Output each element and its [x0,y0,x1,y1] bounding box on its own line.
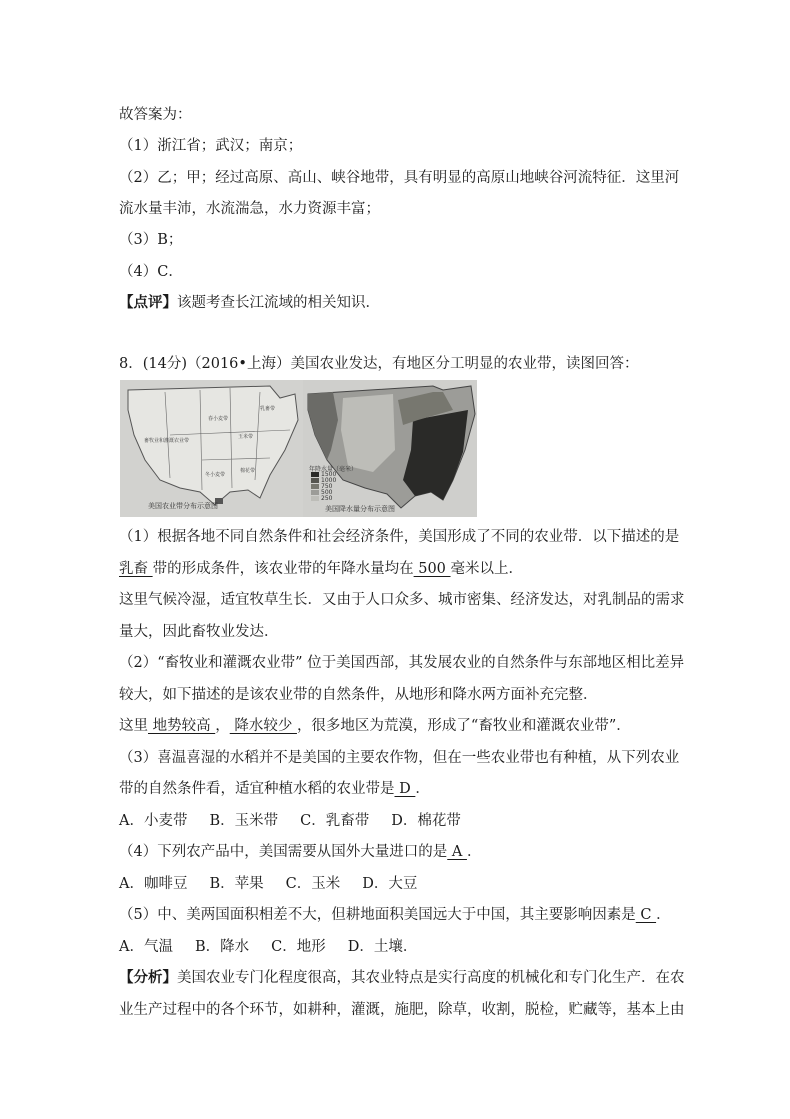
q3-option-a: A．小麦带 [119,813,188,829]
comment-text: 该题考查长江流域的相关知识． [177,295,380,311]
left-map-caption: 美国农业带分布示意图 [148,502,218,510]
answer-2-line2: 流水量丰沛，水流湍急，水力资源丰富； [119,201,380,217]
q5-option-c: C．地形 [271,939,326,955]
q5-answer: C [635,907,657,923]
precipitation-map [303,380,477,517]
svg-text:棉花带: 棉花带 [240,468,256,474]
q4-option-d: D．大豆 [362,876,418,892]
q4-option-c: C．玉米 [285,876,341,892]
q1-answer-b: 500 [413,561,451,577]
agriculture-belt-map-graphic [120,380,303,517]
q1-text-2: 带的形成条件，该农业带的年降水量均在 [152,561,414,577]
legend-value-2: 1000 [321,477,337,484]
legend-title: 年降水量（毫米） [309,466,358,473]
legend-value-3: 750 [321,483,333,490]
analysis-tag: 【分析】 [119,969,177,986]
q2-answer-a: 地势较高 [148,718,216,734]
answer-heading: 故答案为： [119,107,192,123]
analysis-line2: 业生产过程中的各个环节，如耕种，灌溉，施肥，除草，收割，脱检，贮藏等，基本上由 [119,1002,685,1018]
q1-line2 [119,559,523,579]
legend-value-4: 500 [321,489,333,496]
q5-option-a: A．气温 [119,939,173,955]
q4-options [119,874,439,894]
agriculture-belt-map [120,380,303,517]
answer-1: （1）浙江省；武汉；南京； [119,138,303,154]
answer-4: （4）C． [119,264,183,280]
q2-line2: 较大，如下描述的是该农业带的自然条件，从地形和降水两方面补充完整． [119,687,598,703]
q4-prefix: （4）下列农产品中，美国需要从国外大量进口的是 [119,844,448,860]
q5-line [119,905,671,925]
q2-sep: ， [215,718,230,734]
q3-option-b: B．玉米带 [209,813,279,829]
answer-3: （3）B； [119,232,183,248]
q5-prefix: （5）中、美两国面积相差不大，但耕地面积美国远大于中国，其主要影响因素是 [119,907,636,923]
q3-prefix: 带的自然条件看，适宜种植水稻的农业带是 [119,781,395,797]
q3-option-c: C．乳畜带 [300,813,370,829]
answer-2-line1: （2）乙；甲；经过高原、高山、峡谷地带，具有明显的高原山地峡谷河流特征．这里河 [119,170,680,186]
q1-text-1: （1）根据各地不同自然条件和社会经济条件，美国形成了不同的农业带．以下描述的是 [119,529,680,545]
q1-line1 [119,527,679,547]
question-8-header: 8．(14分)（2016•上海）美国农业发达，有地区分工明显的农业带，读图回答： [119,356,639,372]
q5-option-d: D．土壤． [347,939,418,955]
q1-text-3: 毫米以上． [450,561,524,577]
svg-text:冬小麦带: 冬小麦带 [205,472,226,478]
svg-text:玉米带: 玉米带 [238,434,254,440]
q3-line2 [119,779,430,799]
q4-answer: A [447,844,467,860]
right-map-caption: 美国降水量分布示意图 [325,505,395,513]
legend-value-1: 1500 [321,471,337,478]
analysis-line1 [119,968,685,988]
svg-text:畜牧业和灌溉农业带: 畜牧业和灌溉农业带 [144,438,190,444]
q3-answer: D [394,781,416,797]
q4-option-b: B．苹果 [209,876,264,892]
q1-line3: 这里气候冷湿，适宜牧草生长．又由于人口众多、城市密集、经济发达，对乳制品的需求 [119,592,685,608]
q2-suffix: ，很多地区为荒漠，形成了“畜牧业和灌溉农业带”． [296,718,631,734]
legend-value-5: 250 [321,495,333,502]
q1-line4: 量大，因此畜牧业发达． [119,624,279,640]
comment-tag: 【点评】 [119,294,177,311]
q2-line1: （2）“畜牧业和灌溉农业带” 位于美国西部，其发展农业的自然条件与东部地区相比差异 [119,655,685,671]
analysis-text-1: 美国农业专门化程度很高，其农业特点是实行高度的机械化和专门化生产．在农 [177,970,685,986]
q5-end: ． [656,907,671,923]
q2-prefix: 这里 [119,718,148,734]
q4-line [119,842,481,862]
q3-line1: （3）喜温喜湿的水稻并不是美国的主要农作物，但在一些农业带也有种植，从下列农业 [119,750,680,766]
q2-line3 [119,716,631,736]
us-agriculture-maps-figure [120,380,477,517]
q4-end: ． [466,844,482,860]
q4-option-a: A．咖啡豆 [119,876,188,892]
svg-text:春小麦带: 春小麦带 [208,416,229,422]
q5-options [119,937,439,957]
q2-answer-b: 降水较少 [229,718,297,734]
q3-end: ． [415,781,430,797]
q3-options [119,811,483,831]
q3-option-d: D．棉花带 [391,813,461,829]
q5-option-b: B．降水 [194,939,250,955]
comment-line [119,293,380,313]
svg-text:乳畜带: 乳畜带 [260,406,276,412]
q1-answer-a: 乳畜 [119,561,148,577]
